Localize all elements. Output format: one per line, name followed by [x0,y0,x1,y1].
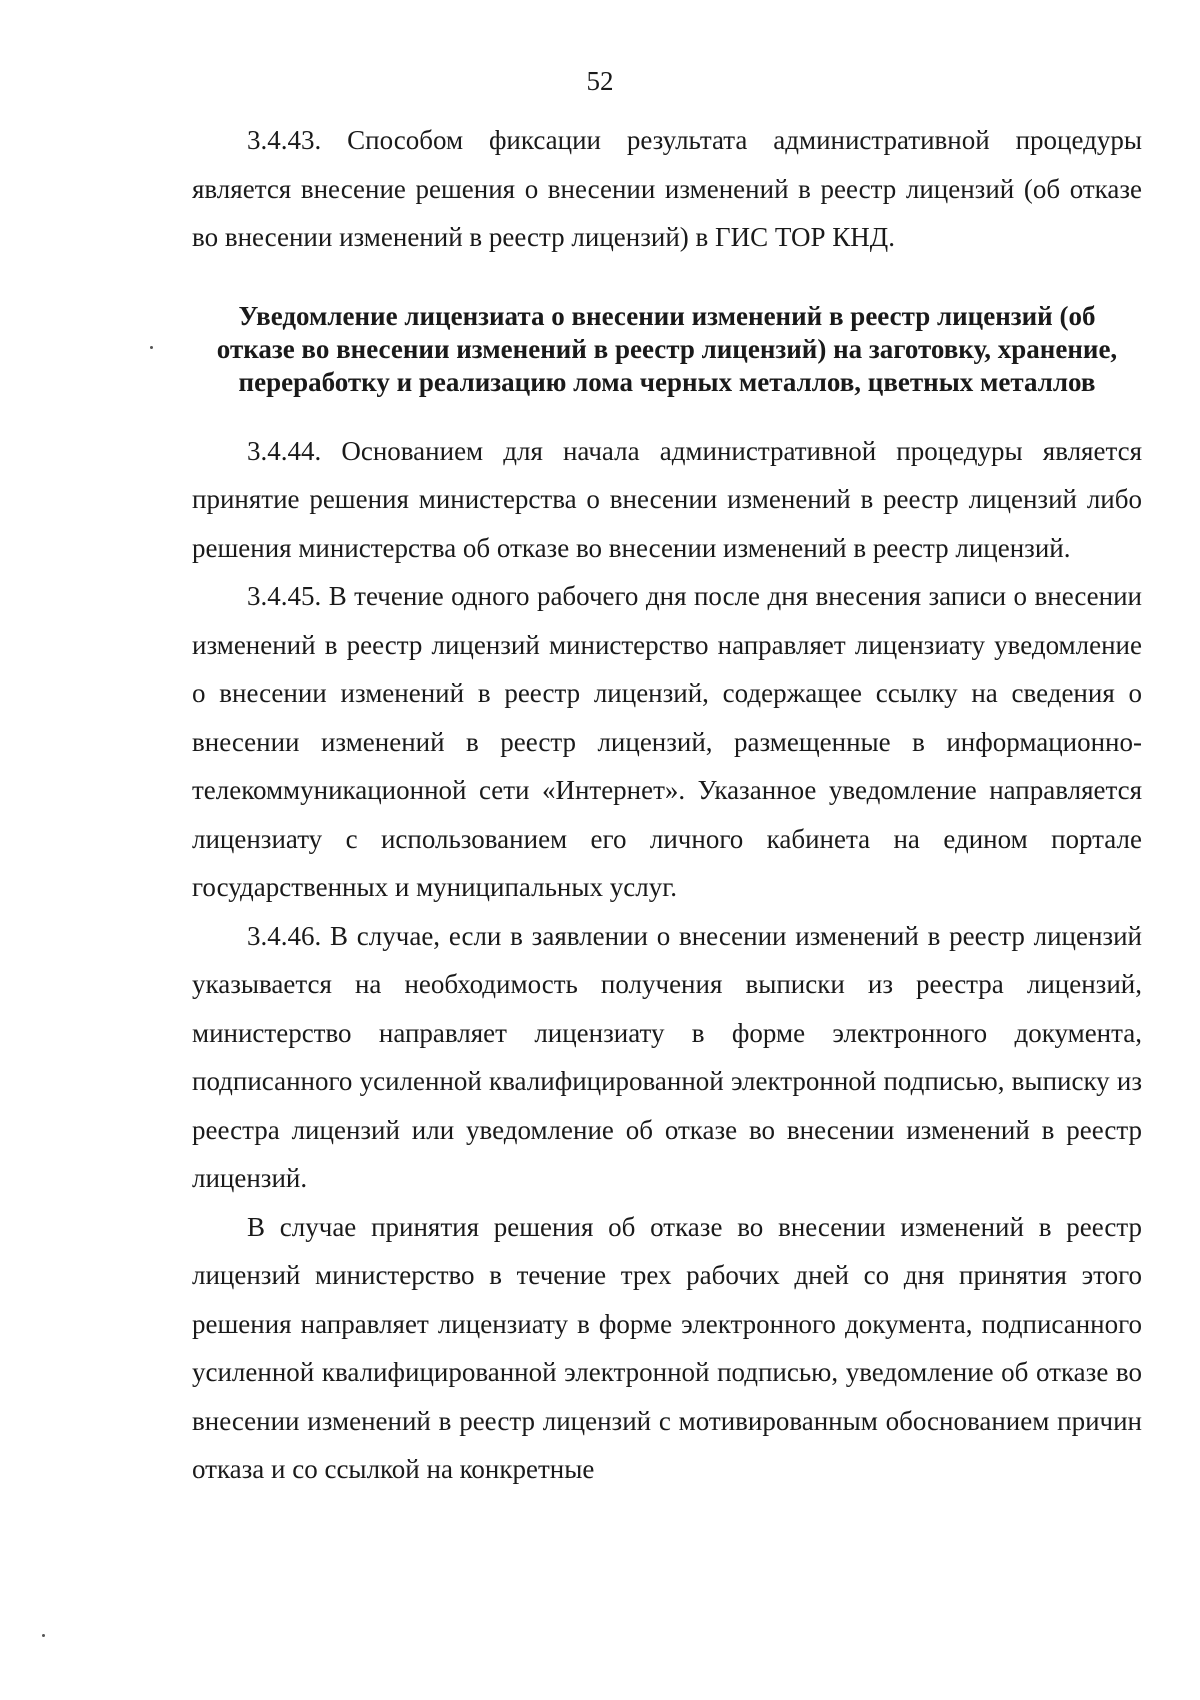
paragraph-3-4-44: 3.4.44. Основанием для начала административной процедуры является принятие решения министерства о внесении изменений в реестр лицензий либо решения министерства об отказе во внесении изменений в реестр лицензий. [192,435,1142,563]
paragraph-3-4-43: 3.4.43. Способом фиксации результата административной процедуры является внесение решения о внесении изменений в реестр лицензий (об отказе во внесении изменений в реестр лицензий) в ГИС ТОР КНД. [192,125,1142,252]
paragraph-3-4-45: 3.4.45. В течение одного рабочего дня после дня внесения записи о внесении изменений в реестр лицензий министерство направляет лицензиату уведомление о внесении изменений в реестр лицензий, содержащее ссылку на сведения о внесении изменений в реестр лицензий, размещенные в информационно-телекоммуникационной сети «Интернет». Указанное уведомление направляется лицензиату с использованием его личного кабинета на едином портале государственных и муниципальных услуг. [192,581,1142,902]
scan-speck [42,1634,45,1637]
document-body [192,116,1142,1494]
page-number: 52 [586,66,614,96]
paragraph-refusal: В случае принятия решения об отказе во внесении изменений в реестр лицензий министерство в течение трех рабочих дней со дня принятия этого решения направляет лицензиату в форме электронного документа, подписанного усиленной квалифицированной электронной подписью, уведомление об отказе во внесении изменений в реестр лицензий с мотивированным обоснованием причин отказа и со ссылкой на конкретные [192,1211,1142,1484]
paragraph-3-4-46: 3.4.46. В случае, если в заявлении о внесении изменений в реестр лицензий указывается на необходимость получения выписки из реестра лицензий, министерство направляет лицензиату в форме электронного документа, подписанного усиленной квалифицированной электронной подписью, выписку из реестра лицензий или уведомление об отказе во внесении изменений в реестр лицензий. [192,920,1142,1193]
section-heading: Уведомление лицензиата о внесении изменений в реестр лицензий (об отказе во внесении изменений в реестр лицензий) на заготовку, хранение, переработку и реализацию лома черных металлов, цветных металлов [216,300,1118,397]
scan-speck [150,346,153,349]
